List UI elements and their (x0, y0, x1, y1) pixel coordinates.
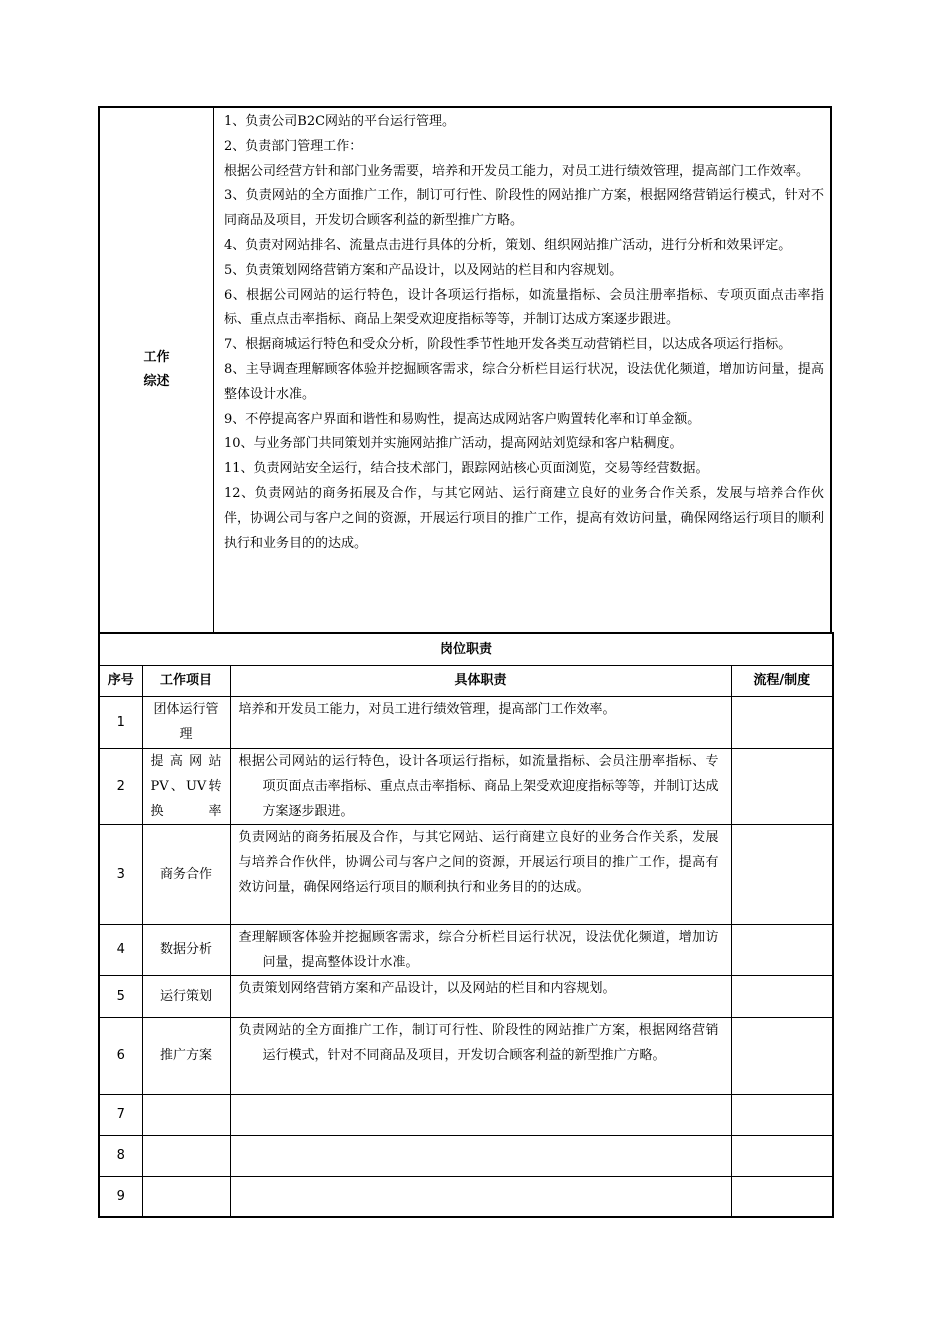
row-process (731, 1135, 833, 1176)
table-row (99, 696, 833, 748)
row-detail (230, 1094, 731, 1135)
overview-item: 5、负责策划网络营销方案和产品设计，以及网站的栏目和内容规划。 (224, 262, 623, 278)
duties-section-title: 岗位职责 (99, 633, 833, 665)
duties-table (98, 632, 834, 1218)
overview-item: 9、不停提高客户界面和谐性和易购性，提高达成网站客户购置转化率和订单金额。 (224, 411, 701, 427)
table-row (99, 1135, 833, 1176)
overview-item: 根据公司经营方针和部门业务需要，培养和开发员工能力，对员工进行绩效管理，提高部门工作效率。 (224, 163, 810, 179)
work-overview-label-line1: 工作 (143, 350, 170, 365)
overview-item: 11、负责网站安全运行，结合技术部门，跟踪网站核心页面浏览，交易等经营数据。 (224, 461, 709, 477)
row-seq: 8 (99, 1135, 142, 1176)
row-item: 团体运行管理 (142, 696, 230, 748)
row-detail (230, 1176, 731, 1217)
work-overview-label-line2: 综述 (143, 374, 170, 389)
row-seq: 9 (99, 1176, 142, 1217)
row-seq: 7 (99, 1094, 142, 1135)
row-item (142, 1176, 230, 1217)
row-detail-text: 负责网站的全方面推广工作，制订可行性、阶段性的网站推广方案，根据网络营销运行模式，针对不同商品及项目，开发切合顾客利益的新型推广方略。 (238, 1022, 719, 1063)
work-overview-section (98, 106, 832, 632)
header-item: 工作项目 (142, 665, 230, 696)
duties-section-row (99, 633, 833, 665)
row-item: 数据分析 (142, 924, 230, 975)
row-item: 商务合作 (142, 824, 230, 924)
header-seq: 序号 (99, 665, 142, 696)
row-seq: 5 (99, 975, 142, 1017)
row-detail-text: 负责策划网络营销方案和产品设计，以及网站的栏目和内容规划。 (238, 980, 616, 996)
row-process (731, 1176, 833, 1217)
table-row (99, 824, 833, 924)
table-row (99, 748, 833, 824)
work-overview-content (224, 110, 824, 556)
row-process (731, 748, 833, 824)
overview-item: 12、负责网站的商务拓展及合作，与其它网站、运行商建立良好的业务合作关系，发展与培养合作伙伴，协调公司与客户之间的资源，开展运行项目的推广工作，提高有效访问量，确保网络运行项目的顺利执行和业务目的的达成。 (224, 485, 824, 551)
overview-item: 1、负责公司B2C网站的平台运行管理。 (224, 114, 456, 129)
header-detail: 具体职责 (230, 665, 731, 696)
overview-item: 3、负责网站的全方面推广工作，制订可行性、阶段性的网站推广方案，根据网络营销运行模式，针对不同商品及项目，开发切合顾客利益的新型推广方略。 (224, 188, 824, 229)
row-detail-text: 根据公司网站的运行特色，设计各项运行指标，如流量指标、会员注册率指标、专项页面点击率指标、重点点击率指标、商品上架受欢迎度指标等等，并制订达成方案逐步跟进。 (238, 753, 719, 819)
row-item: 推广方案 (142, 1017, 230, 1094)
overview-item: 8、主导调查理解顾客体验并挖掘顾客需求，综合分析栏目运行状况，设法优化频道，增加访问量，提高整体设计水准。 (224, 361, 824, 402)
row-item: 运行策划 (142, 975, 230, 1017)
row-detail-text: 培养和开发员工能力，对员工进行绩效管理，提高部门工作效率。 (238, 701, 616, 717)
row-detail (230, 1135, 731, 1176)
row-seq: 6 (99, 1017, 142, 1094)
header-process: 流程/制度 (731, 665, 833, 696)
overview-item: 2、负责部门管理工作： (224, 138, 363, 154)
table-row (99, 1176, 833, 1217)
overview-item: 7、根据商城运行特色和受众分析，阶段性季节性地开发各类互动营销栏目，以达成各项运行指标。 (224, 337, 792, 353)
row-seq: 4 (99, 924, 142, 975)
overview-item: 10、与业务部门共同策划并实施网站推广活动，提高网站刘览绿和客户粘稠度。 (224, 436, 683, 452)
row-process (731, 824, 833, 924)
row-process (731, 696, 833, 748)
table-row (99, 1094, 833, 1135)
row-detail-text: 负责网站的商务拓展及合作，与其它网站、运行商建立良好的业务合作关系，发展与培养合作伙伴，协调公司与客户之间的资源，开展运行项目的推广工作，提高有效访问量，确保网络运行项目的顺利执行和业务目的的达成。 (238, 829, 719, 895)
row-detail (230, 748, 731, 824)
work-overview-label (100, 108, 214, 632)
overview-item: 6、根据公司网站的运行特色，设计各项运行指标，如流量指标、会员注册率指标、专项页面点击率指标、重点点击率指标、商品上架受欢迎度指标等等，并制订达成方案逐步跟进。 (224, 287, 824, 328)
row-process (731, 975, 833, 1017)
row-detail (230, 696, 731, 748)
overview-item: 4、负责对网站排名、流量点击进行具体的分析，策划、组织网站推广活动，进行分析和效果评定。 (224, 237, 792, 253)
table-row (99, 1017, 833, 1094)
row-item (142, 1094, 230, 1135)
row-seq: 2 (99, 748, 142, 824)
row-item (142, 1135, 230, 1176)
row-process (731, 924, 833, 975)
row-detail (230, 824, 731, 924)
row-item: 提高网站PV、UV转换率 (142, 748, 230, 824)
row-detail-text: 查理解顾客体验并挖掘顾客需求，综合分析栏目运行状况，设法优化频道，增加访问量，提高整体设计水准。 (238, 929, 719, 970)
table-row (99, 924, 833, 975)
row-process (731, 1094, 833, 1135)
row-seq: 3 (99, 824, 142, 924)
row-detail (230, 924, 731, 975)
table-header-row (99, 665, 833, 696)
row-detail (230, 975, 731, 1017)
row-seq: 1 (99, 696, 142, 748)
row-process (731, 1017, 833, 1094)
table-row (99, 975, 833, 1017)
row-detail (230, 1017, 731, 1094)
